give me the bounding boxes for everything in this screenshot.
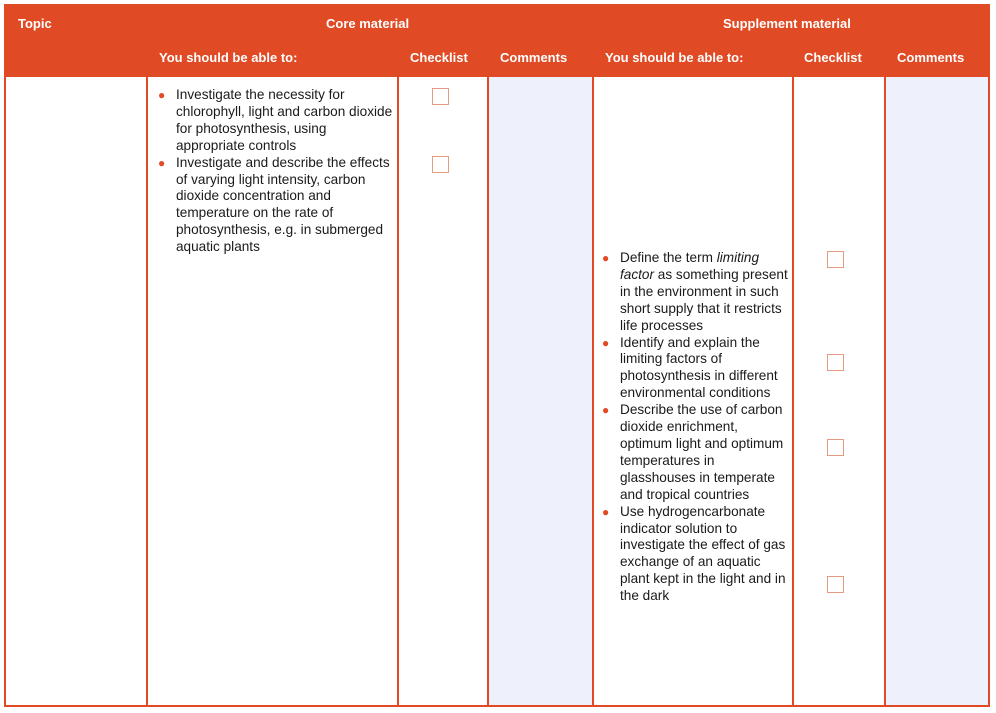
header-supp-comments: Comments	[897, 50, 965, 65]
header-core-checklist: Checklist	[410, 50, 468, 65]
bullet-icon: ●	[602, 504, 610, 519]
supp-comments-cell[interactable]	[886, 77, 988, 705]
bullet-icon: ●	[602, 335, 610, 350]
core-comments-cell[interactable]	[489, 77, 594, 705]
bullet-icon: ●	[602, 403, 610, 418]
supp-item: ● Describe the use of carbon dioxide enrichment, optimum light and optimum temperatures in glasshouses in temperate and tropical countries	[602, 402, 784, 502]
supp-item: ● Use hydrogencarbonate indicator solution to investigate the effect of gas exchange of an aquatic plant kept in the light and in the dark	[602, 503, 786, 604]
supp-able-cell	[594, 77, 794, 705]
header-supp-able: You should be able to:	[605, 50, 744, 65]
supp-checkbox-3[interactable]	[827, 439, 844, 456]
header-supplement-material: Supplement material	[723, 16, 851, 31]
core-able-cell	[148, 77, 399, 705]
header-core-able: You should be able to:	[159, 50, 298, 65]
header-core-material: Core material	[326, 16, 410, 31]
table-header	[6, 6, 988, 77]
supp-items-list	[600, 250, 788, 605]
header-core-comments: Comments	[500, 50, 568, 65]
supp-item: ● Identify and explain the limiting factors of photosynthesis in different environmental conditions	[602, 334, 778, 401]
supp-checkbox-4[interactable]	[827, 576, 844, 593]
bullet-icon: ●	[602, 251, 610, 265]
bullet-icon: ●	[158, 155, 166, 170]
bullet-icon: ●	[158, 88, 166, 102]
header-supp-checklist: Checklist	[804, 50, 862, 65]
core-checkbox-2[interactable]	[432, 156, 449, 173]
topic-cell	[6, 77, 148, 705]
core-item: ● Investigate and describe the effects of varying light intensity, carbon dioxide concentration and temperature on the rate of photosynthesis, e.g. in submerged aquatic plants	[158, 154, 390, 255]
checklist-table	[4, 4, 990, 707]
supp-checklist-cell	[794, 77, 886, 705]
core-items-list	[156, 87, 396, 256]
core-checkbox-1[interactable]	[432, 88, 449, 105]
core-item: ● Investigate the necessity for chlorophyll, light and carbon dioxide for photosynthesis, using appropriate controls	[158, 87, 393, 153]
supp-item: ● Define the term limiting factor as something present in the environment in such short supply that it restricts life processes	[602, 250, 788, 333]
header-topic: Topic	[18, 16, 52, 31]
core-checklist-cell	[399, 77, 489, 705]
supp-checkbox-1[interactable]	[827, 251, 844, 268]
supp-checkbox-2[interactable]	[827, 354, 844, 371]
